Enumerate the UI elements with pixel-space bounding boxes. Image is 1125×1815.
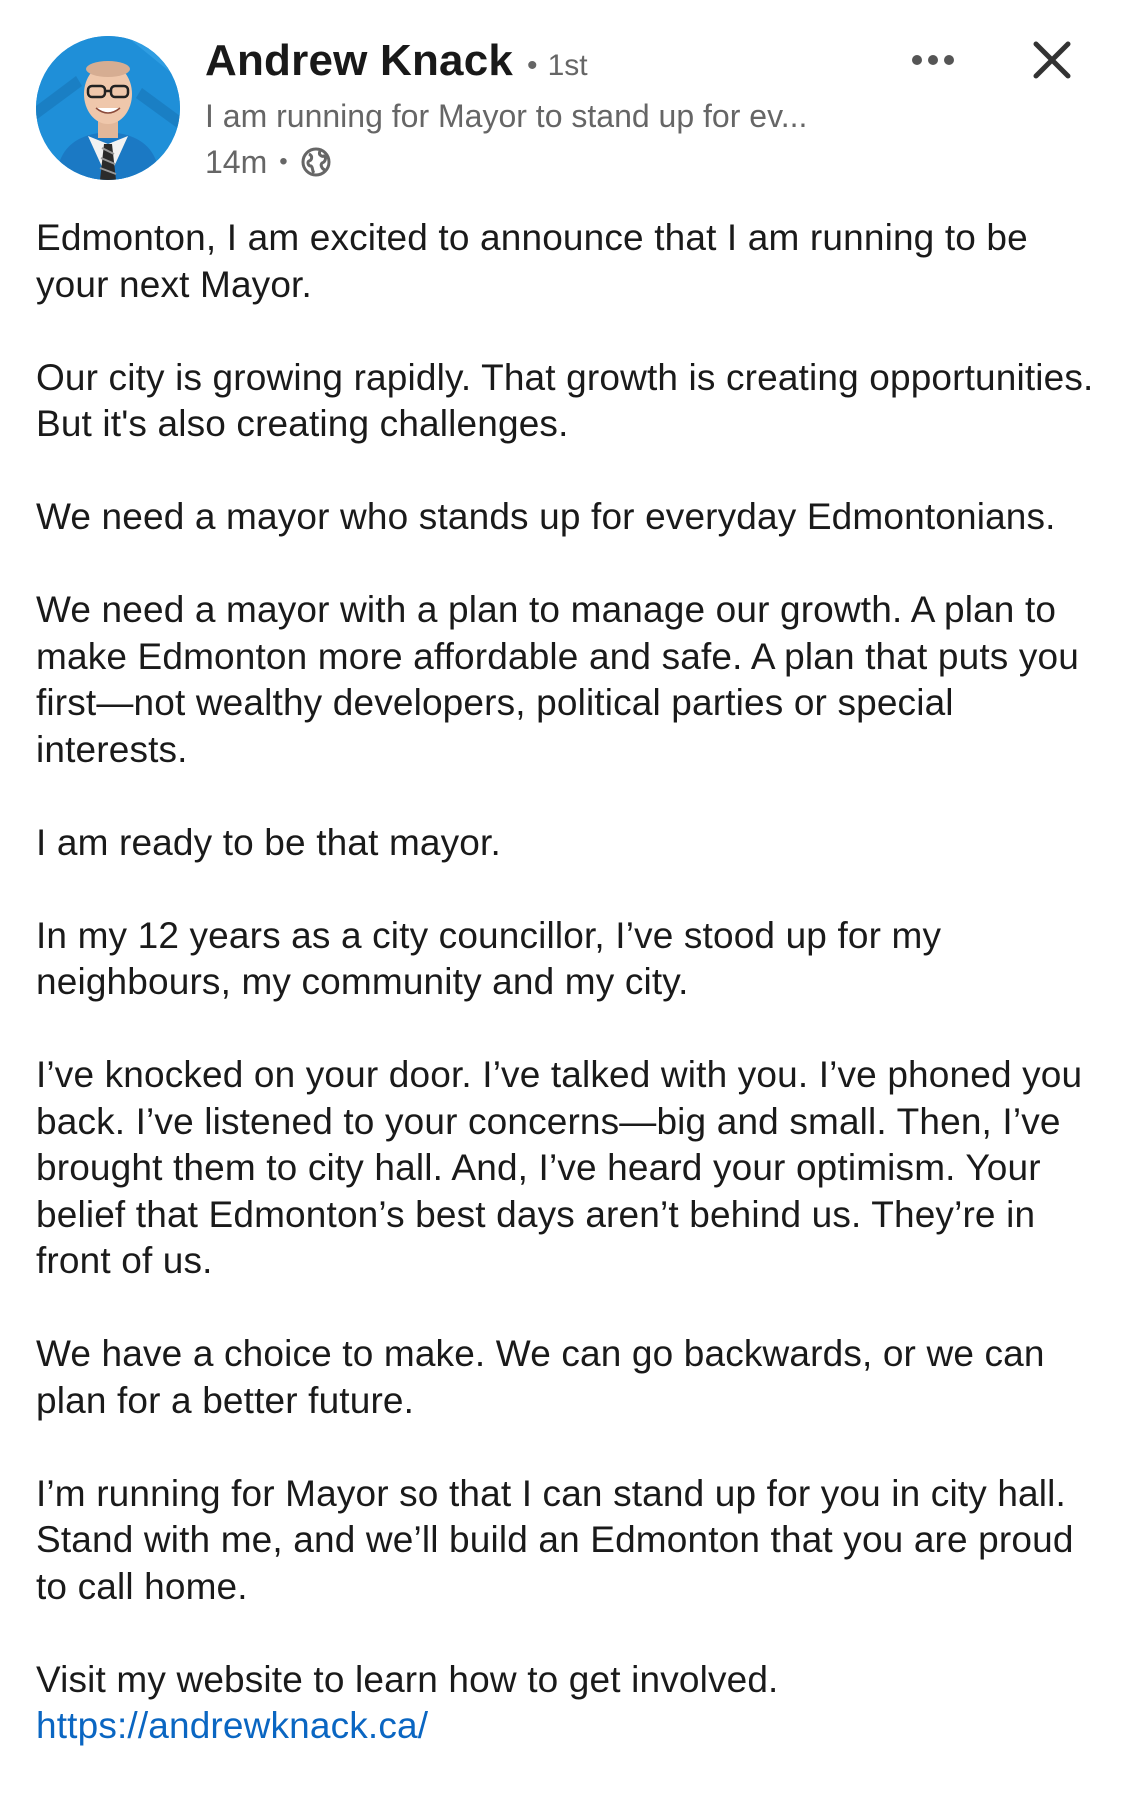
post-paragraph: In my 12 years as a city councillor, I’ve stood up for my neighbours, my community and my city.: [36, 914, 942, 1002]
author-info: [205, 36, 905, 182]
post-paragraph: I am ready to be that mayor.: [36, 821, 501, 863]
avatar[interactable]: [36, 36, 180, 180]
post-paragraph: We have a choice to make. We can go backwards, or we can plan for a better future.: [36, 1333, 1045, 1421]
author-name[interactable]: Andrew Knack: [205, 36, 514, 85]
more-options-button[interactable]: [905, 40, 961, 80]
post-paragraph: I’ve knocked on your door. I’ve talked with you. I’ve phoned you back. I’ve listened to your concerns—big and small. Then, I’ve brought them to city hall. And, I’ve heard your optimism. Your belief that Edmonton’s best days aren’t behind us. They’re in front of us.: [36, 1054, 1083, 1281]
post-paragraph: We need a mayor who stands up for everyday Edmontonians.: [36, 496, 1056, 537]
post-paragraph: Visit my website to learn how to get involved.: [36, 1658, 779, 1700]
post-paragraph: I’m running for Mayor so that I can stand up for you in city hall. Stand with me, and we’ll build an Edmonton that you are proud to call home.: [36, 1472, 1074, 1607]
degree-separator: •: [527, 49, 538, 82]
close-button[interactable]: [1022, 30, 1082, 90]
more-horizontal-icon: [911, 54, 955, 66]
post-meta: [205, 142, 905, 182]
post-paragraph: Our city is growing rapidly. That growth is creating opportunities. But it's also creating challenges.: [36, 356, 1094, 444]
post-header: [0, 0, 1125, 190]
post-body: [36, 215, 1096, 1750]
website-link[interactable]: https://andrewknack.ca/: [36, 1705, 429, 1746]
globe-icon: [300, 146, 332, 178]
connection-degree: 1st: [547, 49, 588, 82]
post-paragraph: We need a mayor with a plan to manage our growth. A plan to make Edmonton more affordable and safe. A plan that puts you first—not wealthy developers, political parties or special interests.: [36, 589, 1079, 770]
author-headline: I am running for Mayor to stand up for ev...: [205, 98, 808, 134]
close-icon: [1032, 40, 1072, 80]
author-name-row: [205, 36, 905, 92]
profile-photo: [36, 36, 180, 180]
meta-separator: •: [279, 148, 288, 175]
post-paragraph: Edmonton, I am excited to announce that I am running to be your next Mayor.: [36, 217, 1028, 305]
post-time: 14m: [205, 143, 268, 180]
